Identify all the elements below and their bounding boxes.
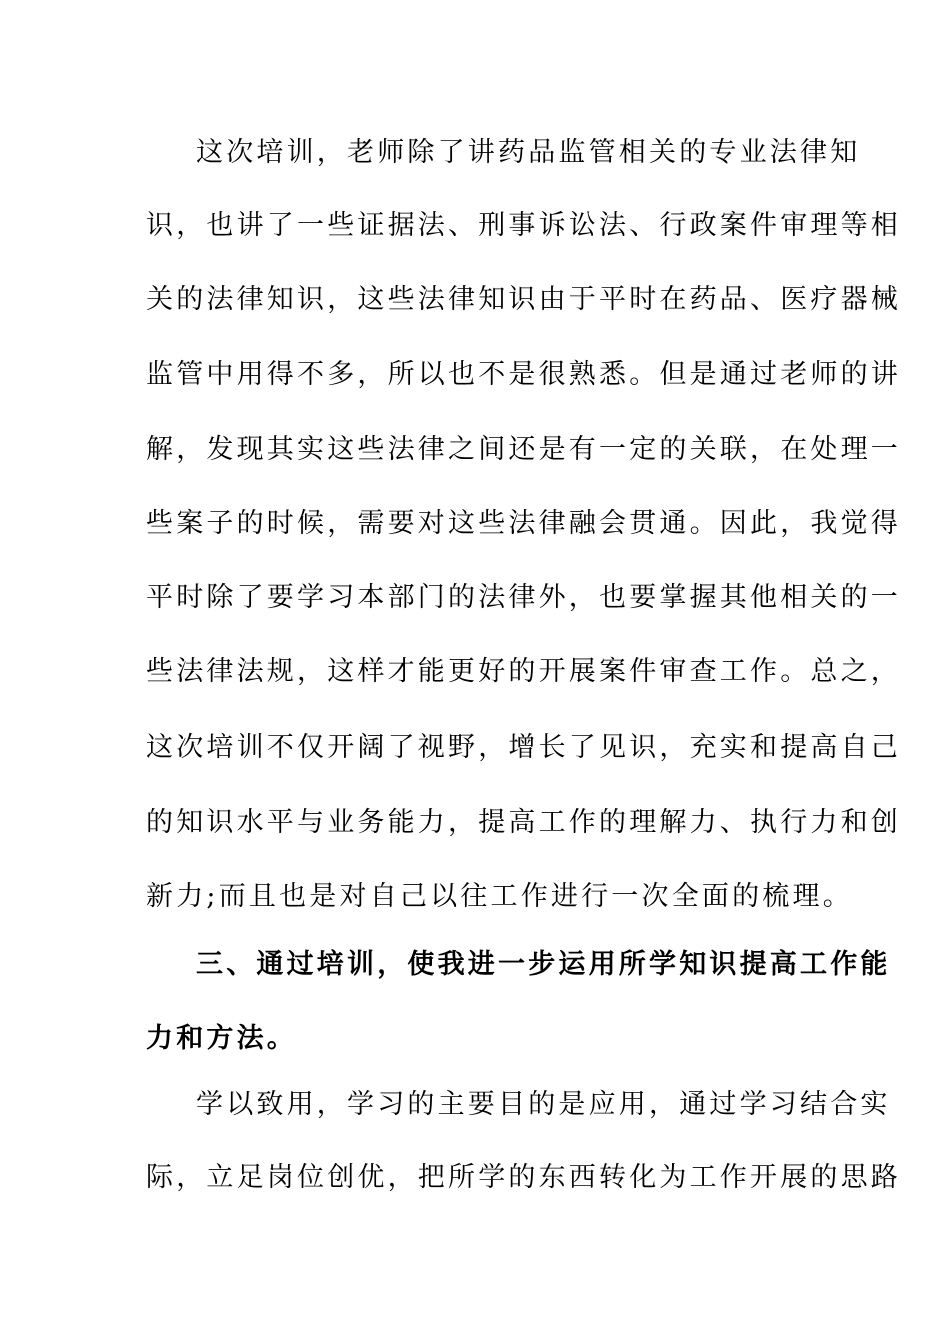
paragraph-line: 新力;而且也是对自己以往工作进行一次全面的梳理。 — [146, 881, 853, 912]
paragraph-line: 些案子的时候，需要对这些法律融会贯通。因此，我觉得 — [146, 508, 901, 539]
section-heading-line: 三、通过培训，使我进一步运用所学知识提高工作能 — [196, 949, 891, 980]
paragraph-line: 的知识水平与业务能力，提高工作的理解力、执行力和创 — [146, 807, 901, 838]
paragraph-line: 关的法律知识，这些法律知识由于平时在药品、医疗器械 — [146, 284, 901, 315]
paragraph-line: 这次培训不仅开阔了视野，增长了见识，充实和提高自己 — [146, 732, 901, 763]
paragraph-line: 这次培训，老师除了讲药品监管相关的专业法律知 — [196, 137, 861, 168]
paragraph-line: 些法律法规，这样才能更好的开展案件审查工作。总之， — [146, 656, 901, 687]
paragraph-line: 识，也讲了一些证据法、刑事诉讼法、行政案件审理等相 — [146, 210, 901, 241]
paragraph-line: 监管中用得不多，所以也不是很熟悉。但是通过老师的讲 — [146, 359, 901, 390]
paragraph-line: 解，发现其实这些法律之间还是有一定的关联，在处理一 — [146, 434, 901, 465]
paragraph-line: 平时除了要学习本部门的法律外，也要掌握其他相关的一 — [146, 582, 901, 613]
section-heading-line: 力和方法。 — [146, 1023, 297, 1054]
paragraph-line: 际，立足岗位创优，把所学的东西转化为工作开展的思路 — [146, 1162, 901, 1193]
paragraph-line: 学以致用，学习的主要目的是应用，通过学习结合实 — [196, 1089, 891, 1120]
